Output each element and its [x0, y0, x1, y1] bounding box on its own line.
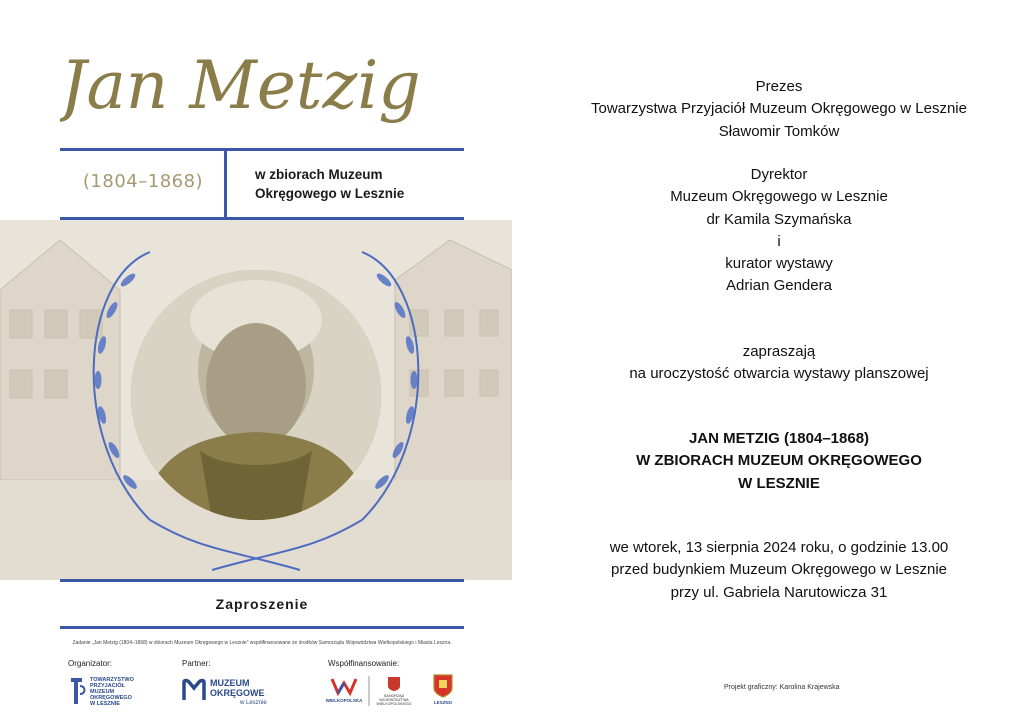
- exhibition-name-block: JAN METZIG (1804–1868) W ZBIORACH MUZEUM OKRĘGOWEGO W LESZNIE: [636, 430, 922, 492]
- presenters-block: Prezes Towarzystwa Przyjaciół Muzeum Okręgowego w Lesznie Sławomir Tomków: [591, 78, 967, 140]
- tpmo-emblem-icon: [68, 676, 88, 706]
- logo-separator: [368, 676, 370, 706]
- event-details-block: we wtorek, 13 sierpnia 2024 roku, o godzinie 13.00 przed budynkiem Muzeum Okręgowego w Lesznie przy ul. Gabriela Narutowicza 31: [609, 539, 949, 601]
- funding-note: Zadanie „Jan Metzig (1804–1868) w zbiorach Muzeum Okręgowego w Lesznie” współfinansowane ze środków Samorządu Województwa Wielkopolskiego i Miasta Leszna.: [72, 640, 452, 646]
- subtitle-line-2: Okręgowego w Lesznie: [255, 186, 405, 201]
- museum-m-icon: [182, 678, 206, 702]
- background-town-sketch: [0, 220, 512, 580]
- leszno-logo: LESZNO: [430, 674, 456, 712]
- portrait-bottom-divider: [60, 579, 464, 582]
- design-credit: Projekt graficzny: Karolina Krajewska: [724, 684, 840, 691]
- partner-label: Partner:: [182, 659, 211, 668]
- footer-divider: [60, 626, 464, 629]
- leszno-crest-icon: [433, 674, 453, 698]
- organizer-logo: TOWARZYSTWO PRZYJACIÓŁ MUZEUM OKRĘGOWEGO W LESZNIE: [68, 676, 138, 712]
- wielkopolska-w-icon: [330, 676, 358, 696]
- exhibition-title: [60, 40, 480, 125]
- samorzad-logo: SAMORZĄD WOJEWÓDZTWA WIELKOPOLSKIEGO: [372, 676, 416, 712]
- exhibition-subtitle: [255, 165, 465, 203]
- portrait-man: [131, 270, 381, 520]
- organizer-label: Organizator:: [68, 659, 113, 668]
- partner-logo: MUZEUM OKRĘGOWE w Lesznie: [182, 676, 272, 710]
- title-text: Jan Metzig: [60, 47, 421, 124]
- top-divider: [60, 148, 464, 151]
- cofinance-label: Współfinansowanie:: [328, 659, 400, 668]
- eagle-crest-icon: [387, 676, 401, 692]
- subtitle-line-1: w zbiorach Muzeum: [255, 167, 383, 182]
- portrait-illustration: [0, 220, 512, 580]
- invite-phrase-block: zapraszają na uroczystość otwarcia wystawy planszowej: [629, 343, 929, 383]
- invitation-label: Zaproszenie: [215, 596, 309, 612]
- director-curator-block: Dyrektor Muzeum Okręgowego w Lesznie dr Kamila Szymańska i kurator wystawy Adrian Gendera: [670, 166, 888, 295]
- vertical-divider: [224, 150, 227, 218]
- life-years: (1804–1868): [82, 171, 204, 192]
- wielkopolska-logo: WIELKOPOLSKA: [324, 676, 364, 710]
